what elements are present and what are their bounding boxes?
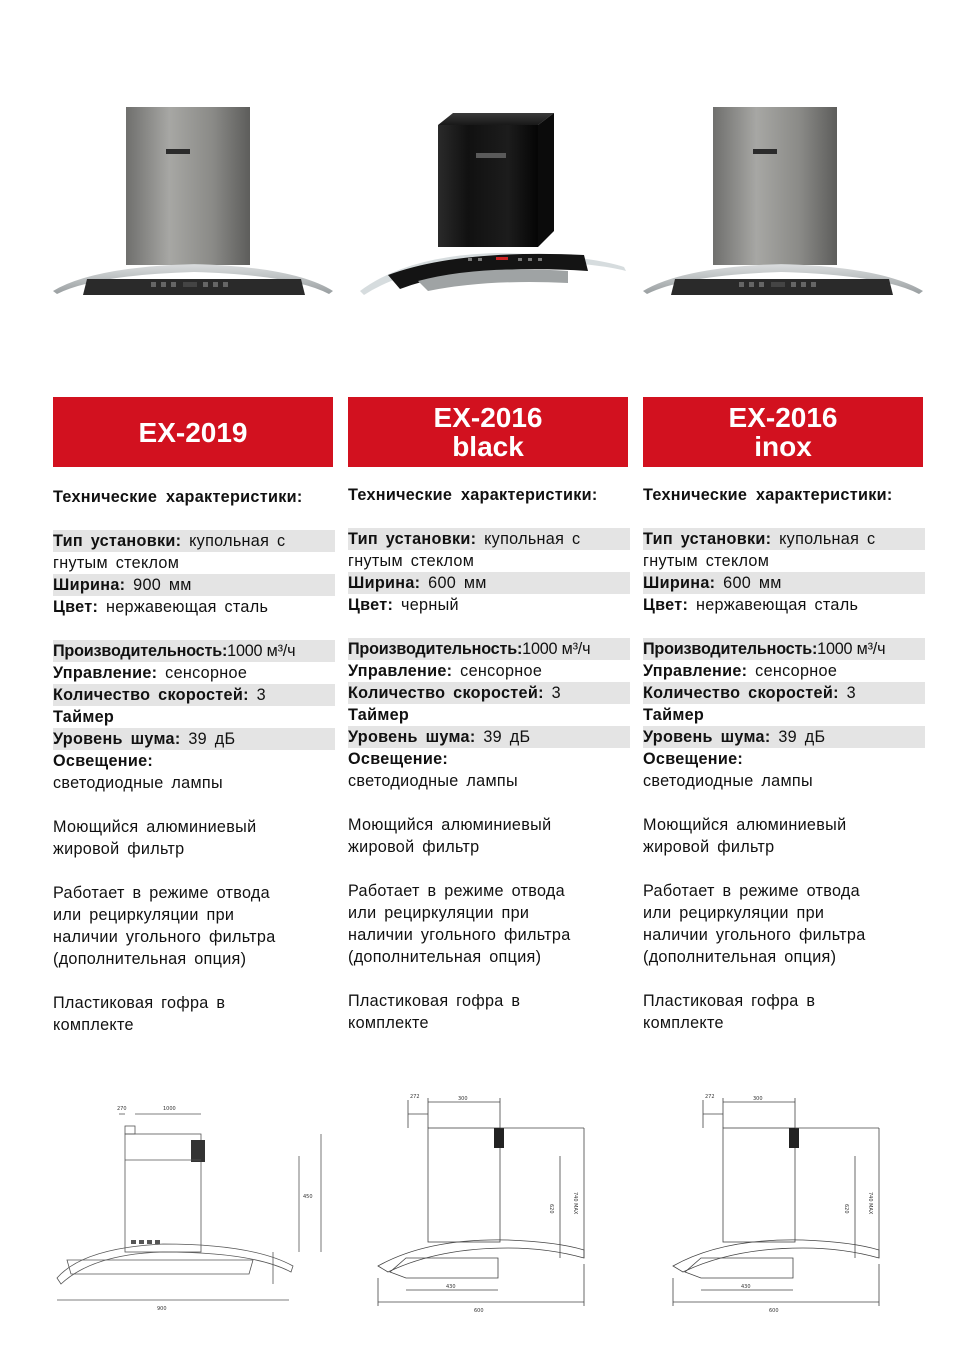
drawing-dimension: 620 bbox=[843, 1204, 849, 1214]
spec-noise: Уровень шума: 39 дБ bbox=[348, 726, 630, 748]
spec-timer: Таймер bbox=[53, 708, 115, 726]
spec-speeds: Количество скоростей: 3 bbox=[53, 684, 335, 706]
drawing-dimension: 300 bbox=[458, 1096, 468, 1102]
product-photo-ex2016-black bbox=[348, 95, 630, 335]
spec-color: Цвет: нержавеющая сталь bbox=[53, 598, 269, 616]
spec-mode-cont: наличии угольного фильтра bbox=[348, 926, 571, 944]
spec-control: Управление: сенсорное bbox=[348, 662, 543, 680]
spec-mode-cont: (дополнительная опция) bbox=[348, 948, 542, 966]
drawing-dimension: 272 bbox=[705, 1094, 715, 1100]
drawing-dimension: 600 bbox=[769, 1308, 779, 1314]
model-variant: black bbox=[452, 431, 524, 462]
spec-mode-cont: наличии угольного фильтра bbox=[53, 928, 276, 946]
model-banner bbox=[348, 397, 628, 467]
spec-light: Освещение: bbox=[643, 750, 744, 768]
drawing-dimension: 900 bbox=[157, 1306, 167, 1312]
drawing-dimension: 1000 bbox=[163, 1106, 176, 1112]
spec-mode: Работает в режиме отвода bbox=[348, 882, 565, 900]
spec-hose-cont: комплекте bbox=[348, 1014, 429, 1032]
spec-mode-cont: или рециркуляции при bbox=[348, 904, 530, 922]
drawing-dimension: 620 bbox=[548, 1204, 554, 1214]
spec-heading: Технические характеристики: bbox=[348, 486, 598, 504]
spec-mode-cont: наличии угольного фильтра bbox=[643, 926, 866, 944]
spec-hose-cont: комплекте bbox=[53, 1016, 134, 1034]
spec-light-value: светодиодные лампы bbox=[643, 772, 813, 790]
spec-install: Тип установки: купольная с bbox=[643, 528, 925, 550]
spec-hose: Пластиковая гофра в bbox=[53, 994, 226, 1012]
technical-drawing-ex2016-inox bbox=[643, 1088, 925, 1318]
spec-speeds: Количество скоростей: 3 bbox=[348, 682, 630, 704]
model-banner bbox=[643, 397, 923, 467]
model-name: EX-2016 bbox=[433, 402, 543, 433]
drawing-dimension: 600 bbox=[474, 1308, 484, 1314]
spec-mode-cont: (дополнительная опция) bbox=[53, 950, 247, 968]
model-banner bbox=[53, 397, 333, 467]
spec-width: Ширина: 900 мм bbox=[53, 574, 335, 596]
spec-heading: Технические характеристики: bbox=[643, 486, 893, 504]
spec-mode-cont: или рециркуляции при bbox=[643, 904, 825, 922]
spec-install-cont: гнутым стеклом bbox=[53, 554, 180, 572]
spec-list bbox=[348, 484, 630, 1034]
model-variant: inox bbox=[754, 431, 812, 462]
drawing-dimension: 300 bbox=[753, 1096, 763, 1102]
spec-mode: Работает в режиме отвода bbox=[643, 882, 860, 900]
spec-install-cont: гнутым стеклом bbox=[348, 552, 475, 570]
spec-hose: Пластиковая гофра в bbox=[643, 992, 816, 1010]
drawing-dimension: 430 bbox=[446, 1284, 456, 1290]
drawing-dimension: 740 MAX bbox=[572, 1192, 578, 1215]
spec-filter-cont: жировой фильтр bbox=[643, 838, 775, 856]
spec-light-value: светодиодные лампы bbox=[348, 772, 518, 790]
spec-control: Управление: сенсорное bbox=[53, 664, 248, 682]
drawing-dimension: 272 bbox=[410, 1094, 420, 1100]
product-photo-ex2019 bbox=[53, 95, 335, 335]
drawing-dimension: 430 bbox=[741, 1284, 751, 1290]
spec-light-value: светодиодные лампы bbox=[53, 774, 223, 792]
spec-filter: Моющийся алюминиевый bbox=[348, 816, 552, 834]
spec-width: Ширина: 600 мм bbox=[348, 572, 630, 594]
spec-heading: Технические характеристики: bbox=[53, 488, 303, 506]
spec-list bbox=[53, 486, 335, 1036]
spec-install: Тип установки: купольная с bbox=[348, 528, 630, 550]
drawing-dimension: 450 bbox=[303, 1194, 313, 1200]
spec-filter: Моющийся алюминиевый bbox=[643, 816, 847, 834]
spec-filter-cont: жировой фильтр bbox=[348, 838, 480, 856]
spec-capacity: Производительность:1000 м³/ч bbox=[53, 640, 335, 662]
spec-color: Цвет: нержавеющая сталь bbox=[643, 596, 859, 614]
spec-capacity: Производительность:1000 м³/ч bbox=[348, 638, 630, 660]
spec-capacity: Производительность:1000 м³/ч bbox=[643, 638, 925, 660]
spec-mode-cont: (дополнительная опция) bbox=[643, 948, 837, 966]
spec-width: Ширина: 600 мм bbox=[643, 572, 925, 594]
spec-light: Освещение: bbox=[348, 750, 449, 768]
spec-mode-cont: или рециркуляции при bbox=[53, 906, 235, 924]
spec-timer: Таймер bbox=[348, 706, 410, 724]
spec-hose: Пластиковая гофра в bbox=[348, 992, 521, 1010]
spec-filter-cont: жировой фильтр bbox=[53, 840, 185, 858]
drawing-dimension: 740 MAX bbox=[867, 1192, 873, 1215]
model-name: EX-2019 bbox=[138, 416, 248, 448]
spec-list bbox=[643, 484, 925, 1034]
drawing-dimension: 270 bbox=[117, 1106, 127, 1112]
spec-control: Управление: сенсорное bbox=[643, 662, 838, 680]
spec-install: Тип установки: купольная с bbox=[53, 530, 335, 552]
technical-drawing-ex2019 bbox=[53, 1088, 335, 1318]
spec-mode: Работает в режиме отвода bbox=[53, 884, 270, 902]
spec-color: Цвет: черный bbox=[348, 596, 459, 614]
spec-noise: Уровень шума: 39 дБ bbox=[643, 726, 925, 748]
spec-install-cont: гнутым стеклом bbox=[643, 552, 770, 570]
technical-drawing-ex2016-black bbox=[348, 1088, 630, 1318]
spec-timer: Таймер bbox=[643, 706, 705, 724]
spec-filter: Моющийся алюминиевый bbox=[53, 818, 257, 836]
model-name: EX-2016 bbox=[728, 402, 838, 433]
spec-light: Освещение: bbox=[53, 752, 154, 770]
spec-hose-cont: комплекте bbox=[643, 1014, 724, 1032]
product-photo-ex2016-inox bbox=[643, 95, 925, 335]
spec-speeds: Количество скоростей: 3 bbox=[643, 682, 925, 704]
spec-noise: Уровень шума: 39 дБ bbox=[53, 728, 335, 750]
